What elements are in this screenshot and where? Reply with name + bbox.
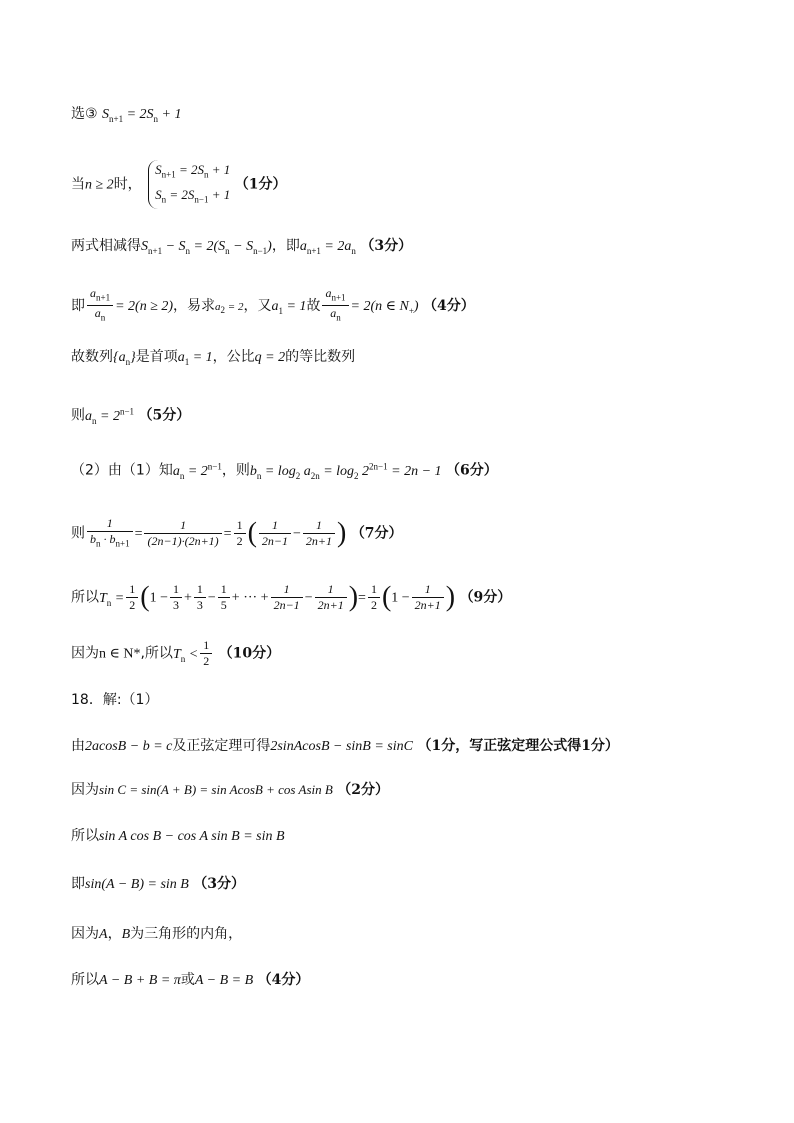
fraction: $\frac{a_{n+1}}{a_n}$ xyxy=(322,286,348,326)
line-13 xyxy=(71,780,389,800)
text: 及正弦定理可得 xyxy=(172,738,271,754)
line-1 xyxy=(71,104,182,129)
formula: n ≥ 2 xyxy=(85,177,114,193)
line-11 xyxy=(71,690,158,710)
formula: $a_1 = 1$ xyxy=(271,298,307,316)
formula: A − B + B = π xyxy=(99,973,181,988)
equals: = xyxy=(223,526,232,542)
line-2 xyxy=(71,160,286,209)
score: （1分） xyxy=(234,176,287,193)
formula: A xyxy=(99,927,108,942)
text: 两式相减得 xyxy=(71,238,141,254)
text: ，易求 xyxy=(173,297,216,314)
score: （4分） xyxy=(423,297,475,314)
score: （6分） xyxy=(445,462,498,479)
formula: $S_{n+1} - S_n = 2(S_n - S_{n-1})$ xyxy=(141,239,272,256)
text: 即 xyxy=(71,297,85,314)
text: ，公比 xyxy=(212,349,255,365)
text: 时， xyxy=(113,176,142,193)
score: （1分，写正弦定理公式得1分） xyxy=(417,738,619,754)
text: 所以 xyxy=(71,589,99,606)
equals: = xyxy=(134,526,143,542)
fraction: $\frac{1}{2}$ xyxy=(200,638,212,669)
text: （2）由（1）知 xyxy=(71,462,173,479)
line-12 xyxy=(71,736,619,757)
fraction: $\frac{1}{2n-1}$ xyxy=(259,518,291,549)
line-17 xyxy=(71,970,309,991)
formula: sin(A − B) = sin B xyxy=(85,877,189,892)
score: （9分） xyxy=(459,589,512,606)
text: 当 xyxy=(71,176,85,193)
equation-system: $S_{n+1} = 2S_n + 1$ $S_n = 2S_{n-1} + 1$ xyxy=(148,160,230,209)
line-6 xyxy=(71,401,190,430)
score: （5分） xyxy=(138,407,191,424)
text: 因为 xyxy=(71,926,99,942)
line-14 xyxy=(71,826,285,847)
line-10 xyxy=(71,638,280,669)
fraction: $\frac{a_{n+1}}{a_n}$ xyxy=(87,286,113,326)
line-8: 则 $\frac{1}{b_n \cdot b_{n+1}}$ = $\frac{1}{(2n-1)\cdot(2n+1)}$ = $\frac{1}{2}$ ( $\frac{1}{2n-1}$ − $\frac{1}{2n+1}$ ) （7分） xyxy=(71,516,403,551)
line-3 xyxy=(71,236,412,261)
formula: n ∈ N* xyxy=(99,646,141,662)
formula: q = 2 xyxy=(254,350,286,365)
formula: A − B = B xyxy=(194,973,254,988)
text: 因为 xyxy=(71,782,99,798)
formula: $S_{n+1} = 2S_n + 1$ xyxy=(102,107,182,124)
formula: $a_n = 2^{n-1}$ xyxy=(85,406,135,426)
fraction: $\frac{1}{2n+1}$ xyxy=(303,518,335,549)
text: 即 xyxy=(71,876,85,892)
formula: = 2(n ∈ $N_+$) xyxy=(350,298,419,316)
formula: sin A cos B − cos A sin B = sin B xyxy=(99,829,285,844)
formula: 2acosB − b = c xyxy=(85,739,173,754)
formula: = 2(n ≥ 2) xyxy=(115,298,174,314)
formula: $a_1 = 1$ xyxy=(177,350,213,367)
line-7 xyxy=(71,456,498,485)
text: 是首项 xyxy=(135,349,178,365)
formula: $a_2 = 2$ xyxy=(215,300,244,316)
fraction: $\frac{1}{2}$ xyxy=(234,518,246,549)
text: 则 xyxy=(71,525,85,542)
formula: 2sinAcosB − sinB = sinC xyxy=(270,739,413,754)
heading: 18．解:（1） xyxy=(71,692,159,708)
text: 或 xyxy=(180,972,195,988)
text: 选③ xyxy=(71,106,98,122)
line-16 xyxy=(71,924,242,945)
text: 由 xyxy=(71,738,85,754)
text: 的等比数列 xyxy=(285,349,356,365)
text: 故 xyxy=(306,297,321,314)
text: ， xyxy=(107,926,122,942)
line-9: 所以$T_n$ = $\frac{1}{2}$ (1 − $\frac{1}{3}$ + $\frac{1}{3}$ − $\frac{1}{5}$ + ··· + $\frac{1}{2n-1}$ − $\frac{1}{2n+1}$ )= $\frac{1}{2}$ (1 − $\frac{1}{2n+1}$ ) （9分） xyxy=(71,581,512,613)
score: （7分） xyxy=(350,525,403,542)
fraction: $\frac{1}{b_n \cdot b_{n+1}}$ xyxy=(87,516,133,551)
text: ,所以 xyxy=(140,645,173,662)
formula: $\{a_n\}$ xyxy=(113,350,136,367)
fraction: $\frac{1}{2}$ xyxy=(126,582,138,613)
fraction: $\frac{1}{(2n-1)\cdot(2n+1)}$ xyxy=(144,518,221,549)
formula: $T_n$ < xyxy=(172,646,199,664)
text: ，又 xyxy=(243,297,272,314)
line-15 xyxy=(71,874,245,895)
text: 所以 xyxy=(71,828,99,844)
line-5 xyxy=(71,347,355,372)
formula: $a_n = 2^{n-1}$ xyxy=(172,461,222,481)
formula: $T_n$ = xyxy=(99,590,125,608)
score: （4分） xyxy=(257,972,310,988)
score: （3分） xyxy=(193,876,246,892)
text: ，即 xyxy=(271,238,300,254)
text: 故数列 xyxy=(71,349,113,365)
formula: sin C = sin(A + B) = sin AcosB + cos Asin B xyxy=(99,782,333,797)
text: 所以 xyxy=(71,972,99,988)
formula: $b_n = \log_2 a_{2n} = \log_2 2^{2n-1} = 2n - 1$ xyxy=(249,461,442,481)
text: 则 xyxy=(71,407,85,424)
text: ，则 xyxy=(221,462,250,479)
score: （2分） xyxy=(337,782,390,798)
score: （10分） xyxy=(218,645,281,662)
text: 为三角形的内角， xyxy=(130,926,243,942)
formula: $a_{n+1} = 2a_n$ xyxy=(299,239,356,256)
score: （3分） xyxy=(360,238,413,254)
line-4 xyxy=(71,286,475,326)
formula: B xyxy=(121,927,131,942)
text: 因为 xyxy=(71,645,99,662)
